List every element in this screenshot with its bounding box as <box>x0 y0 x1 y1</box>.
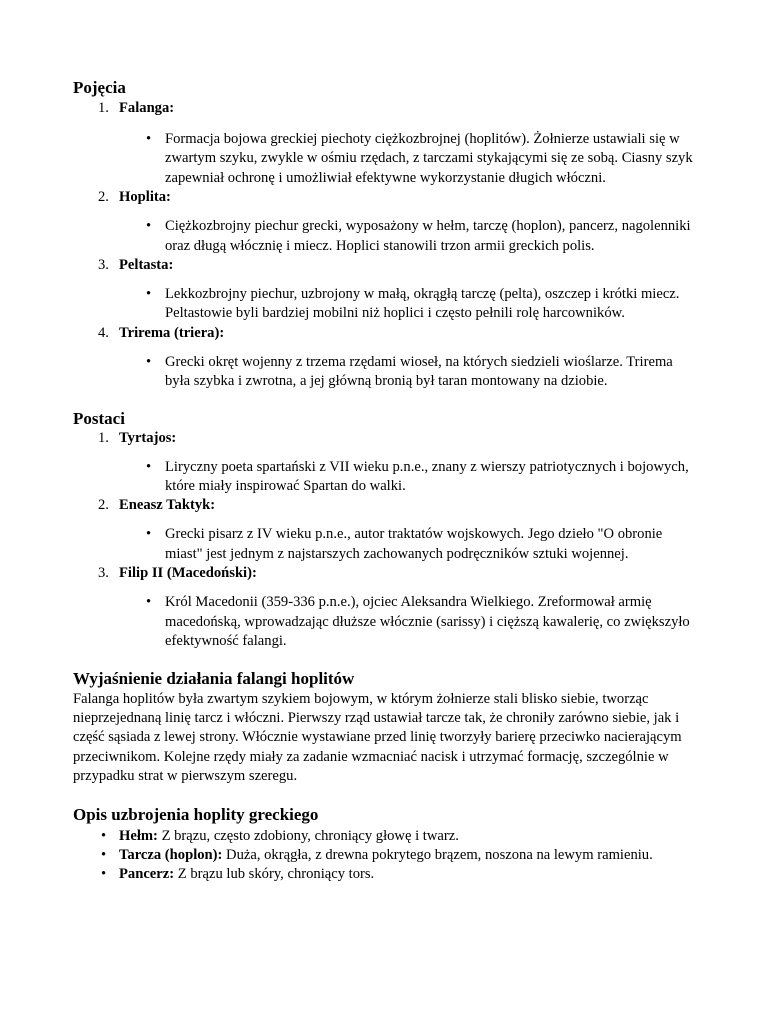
figures-section <box>73 409 695 652</box>
list-number: 4. <box>98 324 109 341</box>
definition-text: Liryczny poeta spartański z VII wieku p.n.e., znany z wierszy patriotycznych i bojowych, które miały inspirować Spartan do walki. <box>165 458 689 495</box>
concepts-section <box>73 78 695 392</box>
bullet-icon: • <box>146 594 152 611</box>
definition-text: Ciężkozbrojny piechur grecki, wyposażony w hełm, tarczę (hoplon), pancerz, nagolenniki oraz długą włócznię i miecz. Hoplici stanowili trzon armii greckich polis. <box>165 218 691 254</box>
armament-desc: Duża, okrągła, z drewna pokrytego brązem, noszona na lewym ramieniu. <box>226 846 653 863</box>
concept-item-hoplita <box>73 188 695 256</box>
bullet-icon: • <box>146 131 152 147</box>
figure-item-eneasz <box>73 496 695 564</box>
definition-item <box>73 285 695 324</box>
bullet-icon: • <box>146 286 152 303</box>
definition-item <box>73 458 695 497</box>
bullet-icon: • <box>101 827 107 844</box>
bullet-icon: • <box>146 526 152 543</box>
armament-term: Pancerz: <box>119 866 175 883</box>
term-label: Hoplita: <box>119 189 171 206</box>
bullet-icon: • <box>101 846 107 863</box>
term-label: Filip II (Macedoński): <box>119 565 257 582</box>
bullet-icon: • <box>146 218 152 235</box>
definition-item <box>73 593 695 651</box>
bullet-icon: • <box>146 353 152 370</box>
list-number: 3. <box>98 565 109 582</box>
definition-item <box>73 525 695 564</box>
figure-item-tyrtajos <box>73 429 695 497</box>
definition-item <box>73 217 695 256</box>
definition-item <box>73 353 695 392</box>
phalanx-heading: Wyjaśnienie działania falangi hoplitów <box>73 668 355 688</box>
list-number: 2. <box>98 189 109 206</box>
bullet-icon: • <box>146 458 152 475</box>
armament-desc: Z brązu, często zdobiony, chroniący głowę i twarz. <box>161 827 459 844</box>
definition-text: Formacja bojowa greckiej piechoty ciężkozbrojnej (hoplitów). Żołnierze ustawiali się w zwartym szyku, zwykle w ośmiu rzędach, z tarczami stykającymi się ze sobą. Ciasny szyk zapewniał ochronę i umożliwiał efektywne wykorzystanie długich włóczni. <box>165 131 693 186</box>
definition-text: Król Macedonii (359-336 p.n.e.), ojciec Aleksandra Wielkiego. Zreformował armię macedońską, wprowadzając dłuższe włócznie (sarissy) i cięższą kawalerię, co zwiększyło efektywność falangi. <box>165 594 690 650</box>
concepts-list <box>73 99 695 392</box>
concept-item-trirema <box>73 324 695 392</box>
figure-item-filip <box>73 564 695 651</box>
figures-list <box>73 429 695 652</box>
bullet-icon: • <box>101 866 107 883</box>
definition-text: Grecki pisarz z IV wieku p.n.e., autor traktatów wojskowych. Jego dzieło "O obronie miast" jest jednym z najstarszych zachowanych podręczników sztuki wojennej. <box>165 526 663 562</box>
figures-heading: Postaci <box>73 408 125 428</box>
armament-heading: Opis uzbrojenia hoplity greckiego <box>73 804 319 824</box>
definition-text: Grecki okręt wojenny z trzema rzędami wioseł, na których siedzieli wioślarze. Trirema była szybka i zwrotna, a jej główną bronią był taran montowany na dziobie. <box>165 353 673 390</box>
armament-item-helm <box>73 827 695 846</box>
armament-item-tarcza <box>73 846 695 865</box>
armament-desc: Z brązu lub skóry, chroniący tors. <box>177 866 375 883</box>
phalanx-section <box>73 669 695 787</box>
armament-list <box>73 827 695 885</box>
definition-item <box>73 130 695 188</box>
concepts-heading: Pojęcia <box>73 78 126 97</box>
list-number: 2. <box>98 497 109 514</box>
armament-term: Tarcza (hoplon): <box>119 846 223 863</box>
list-number: 1. <box>98 429 109 446</box>
concept-item-falanga <box>73 99 695 188</box>
term-label: Trirema (triera): <box>119 324 225 341</box>
armament-item-pancerz <box>73 865 695 884</box>
phalanx-paragraph: Falanga hoplitów była zwartym szykiem bojowym, w którym żołnierze stali blisko siebie, tworząc nieprzejednaną linię tarcz i włóczni. Pierwszy rząd ustawiał tarcze tak, że chroniły zarówno siebie, jak i część sąsiada z lewej strony. Włócznie wystawiane przed linię tworzyły barierę przeciwko nacierającym przeciwnikom. Kolejne rzędy miały za zadanie wzmacniać nacisk i utrzymać formację, szczególnie w przypadku strat w pierwszym szeregu. <box>73 690 682 785</box>
document-page <box>73 78 695 885</box>
concept-item-peltasta <box>73 256 695 324</box>
term-label: Peltasta: <box>119 257 174 274</box>
list-number: 3. <box>98 257 109 274</box>
list-number: 1. <box>98 100 109 116</box>
term-label: Tyrtajos: <box>119 429 177 446</box>
armament-term: Hełm: <box>119 827 158 844</box>
definition-text: Lekkozbrojny piechur, uzbrojony w małą, okrągłą tarczę (pelta), oszczep i krótki miecz. Peltastowie byli bardziej mobilni niż hoplici i często pełnili rolę harcowników. <box>165 286 680 322</box>
term-label: Falanga: <box>119 100 175 116</box>
armament-section <box>73 805 695 885</box>
term-label: Eneasz Taktyk: <box>119 497 216 514</box>
